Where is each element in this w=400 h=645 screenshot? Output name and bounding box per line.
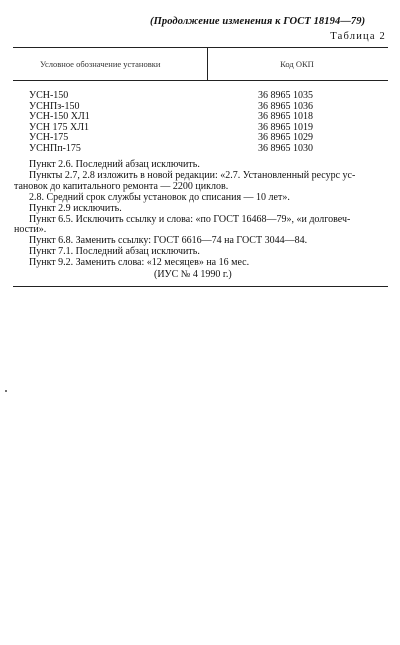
amendment-text: [0, 160, 400, 281]
designation-cell: УСНПп-175: [29, 142, 81, 154]
table-row: [0, 144, 400, 155]
table-body: [0, 91, 400, 155]
table-header-rule: [13, 80, 388, 81]
paragraph-line: Пункт 6.5. Исключить ссылку и слова: «по ГОСТ 16468—79», «и долговеч-: [29, 213, 351, 225]
okp-code-cell: 36 8965 1019: [258, 121, 313, 133]
paragraph-6-5: [0, 215, 400, 237]
okp-code-cell: 36 8965 1036: [258, 100, 313, 112]
okp-code-cell: 36 8965 1030: [258, 142, 313, 154]
source-reference: (ИУС № 4 1990 г.): [154, 269, 232, 281]
paragraph-continuation: ности».: [14, 224, 47, 236]
paragraph-2-9: Пункт 2.9 исключить.: [29, 202, 122, 214]
table-row: [0, 91, 400, 102]
table-top-rule: [13, 47, 388, 48]
table-label: Таблица 2: [330, 31, 386, 42]
designation-cell: УСН-175: [29, 132, 69, 144]
paragraph-6-8: Пункт 6.8. Заменить ссылку: ГОСТ 6616—74 на ГОСТ 3044—84.: [29, 235, 308, 247]
designation-cell: УСН-150: [29, 90, 69, 101]
scan-speck: [5, 390, 7, 392]
closing-rule: [13, 286, 388, 287]
okp-code-cell: 36 8965 1018: [258, 111, 313, 123]
paragraph-7-1: Пункт 7.1. Последний абзац исключить.: [29, 246, 200, 258]
continuation-header: (Продолжение изменения к ГОСТ 18194—79): [150, 16, 366, 27]
paragraph-9-2: Пункт 9.2. Заменить слова: «12 месяцев» на 16 мес.: [29, 257, 250, 269]
okp-code-cell: 36 8965 1035: [258, 90, 313, 101]
paragraph-2-6: Пункт 2.6. Последний абзац исключить.: [29, 159, 200, 170]
paragraph-2-8: 2.8. Средний срок службы установок до списания — 10 лет».: [29, 191, 290, 203]
column-header-okp-code: Код ОКП: [280, 59, 314, 69]
column-header-designation: Условное обозначение установки: [40, 59, 161, 69]
paragraph-2-7: [0, 171, 400, 193]
paragraph-line: Пункты 2.7, 2.8 изложить в новой редакции: «2.7. Установленный ресурс ус-: [29, 169, 356, 181]
designation-cell: УСН-150 ХЛ1: [29, 111, 90, 123]
paragraph-continuation: тановок до капитального ремонта — 2200 циклов.: [14, 180, 229, 192]
designation-cell: УСНПз-150: [29, 100, 80, 112]
okp-code-cell: 36 8965 1029: [258, 132, 313, 144]
designation-cell: УСН 175 ХЛ1: [29, 121, 89, 133]
